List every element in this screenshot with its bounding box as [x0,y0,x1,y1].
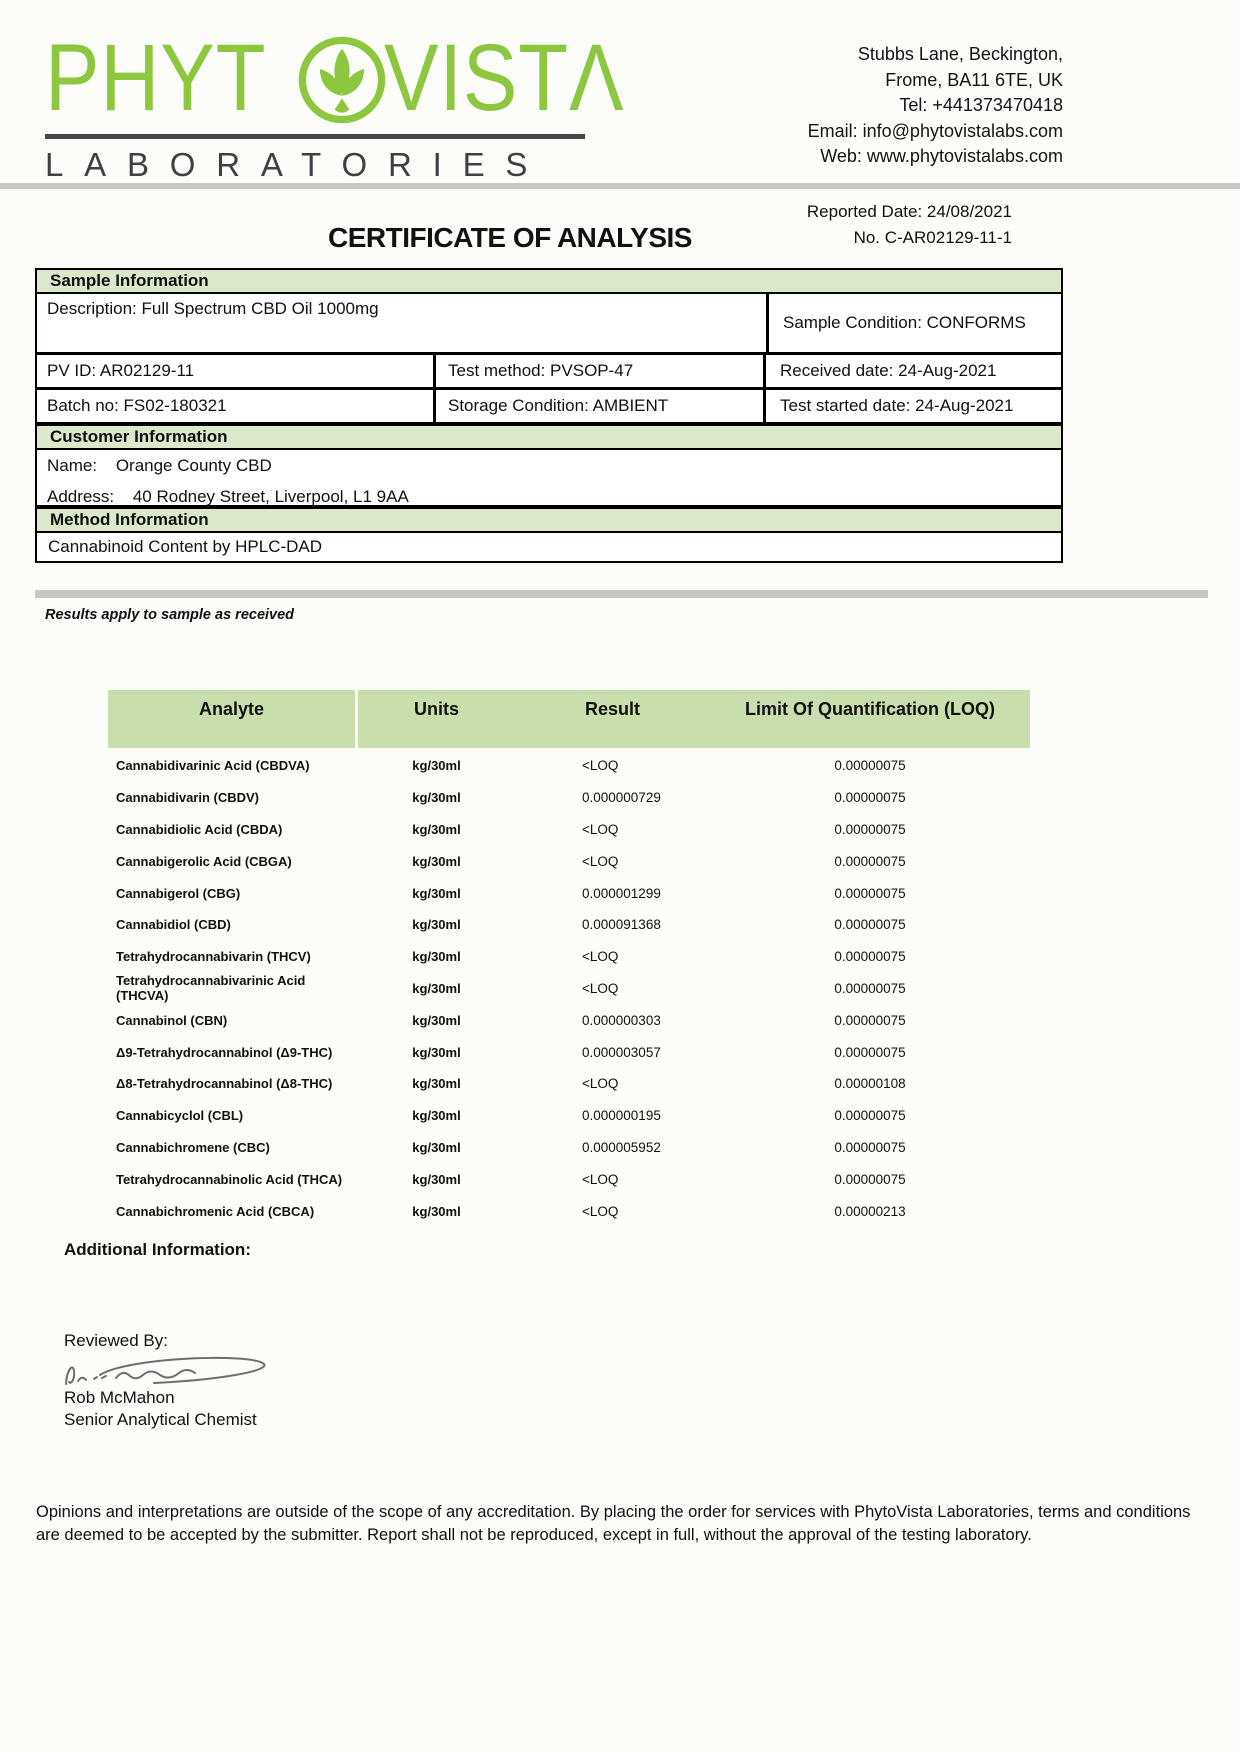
results-note: Results apply to sample as received [45,607,295,623]
contact-address-line1: Stubbs Lane, Beckington, [857,44,1063,64]
loq-value: 0.00000108 [834,1076,906,1092]
loq-value: 0.00000075 [834,1044,906,1060]
results-table [108,690,1030,1227]
table-row [108,1100,1030,1132]
customer-name-value: Orange County CBD [115,456,272,475]
brand-text-right: VISTΛ [384,25,625,131]
customer-name-label: Name: [47,456,98,475]
brand-subtitle: LABORATORIES [45,146,549,183]
storage-condition: Storage Condition: AMBIENT [436,390,766,422]
column-header-analyte: Analyte [108,690,358,748]
method-information-header: Method Information [37,508,1061,533]
result-value: <LOQ [582,1171,619,1187]
loq-value: 0.00000075 [834,821,906,837]
brand-wordmark [45,25,625,131]
column-header-result: Result [584,699,640,719]
units-value: kg/30ml [412,980,461,996]
units-value: kg/30ml [412,949,461,965]
result-value: 0.000005952 [582,1139,661,1155]
method-name: Cannabinoid Content by HPLC-DAD [48,537,323,556]
units-value: kg/30ml [412,790,461,806]
loq-value: 0.00000075 [834,790,906,806]
analyte-name: Cannabichromene (CBC) [116,1139,270,1155]
table-row [108,973,1030,1005]
analyte-name: Δ9-Tetrahydrocannabinol (Δ9-THC) [116,1044,333,1060]
loq-value: 0.00000075 [834,917,906,933]
analyte-name: Tetrahydrocannabivarin (THCV) [116,949,311,965]
units-value: kg/30ml [412,1044,461,1060]
reviewer-name: Rob McMahon [64,1388,175,1407]
units-value: kg/30ml [412,853,461,869]
loq-value: 0.00000075 [834,1171,906,1187]
result-value: 0.000001299 [582,885,661,901]
table-row [108,814,1030,846]
sample-description-row [37,294,1061,355]
result-value: 0.000003057 [582,1044,661,1060]
analyte-name: Δ8-Tetrahydrocannabinol (Δ8-THC) [116,1076,333,1092]
analyte-name: Cannabidiolic Acid (CBDA) [116,821,283,837]
analyte-name: Cannabigerol (CBG) [116,885,241,901]
footer-disclaimer: Opinions and interpretations are outside of the scope of any accreditation. By placing the order for services with PhytoVista Laboratories, terms and conditions are deemed to be accepted by the submitter. Report shall not be reproduced, except in full, without the approval of the testing laboratory. [36,1503,1191,1544]
loq-value: 0.00000075 [834,980,906,996]
customer-name-line [47,456,1051,476]
analyte-name: Cannabichromenic Acid (CBCA) [116,1203,315,1219]
customer-details [37,450,1061,508]
table-row [108,782,1030,814]
analyte-name: Cannabigerolic Acid (CBGA) [116,853,292,869]
customer-information-header: Customer Information [37,425,1061,450]
table-row [108,750,1030,782]
test-started-date: Test started date: 24-Aug-2021 [780,396,1014,415]
table-row [108,877,1030,909]
result-value: <LOQ [582,1076,619,1092]
results-divider-rule [35,590,1208,598]
units-value: kg/30ml [412,758,461,774]
units-value: kg/30ml [412,917,461,933]
received-date: Received date: 24-Aug-2021 [780,361,997,380]
loq-value: 0.00000213 [834,1203,906,1219]
contact-address-line2: Frome, BA11 6TE, UK [885,69,1063,90]
additional-information-label: Additional Information: [64,1240,251,1259]
result-value: <LOQ [582,949,619,965]
result-value: <LOQ [582,1203,619,1219]
table-row [108,1068,1030,1100]
loq-value: 0.00000075 [834,949,906,965]
table-row [108,1132,1030,1164]
loq-value: 0.00000075 [834,1108,906,1124]
analyte-name: Tetrahydrocannabivarinic Acid (THCVA) [116,973,306,1004]
analyte-name: Cannabidivarin (CBDV) [116,790,260,806]
contact-web: Web: www.phytovistalabs.com [820,146,1063,166]
reviewer-title: Senior Analytical Chemist [64,1410,257,1429]
table-row [108,1163,1030,1195]
units-value: kg/30ml [412,1139,461,1155]
result-value: 0.000091368 [582,917,661,933]
reviewed-by-label: Reviewed By: [64,1331,168,1350]
results-table-body [108,750,1030,1227]
report-number: No. C-AR02129-11-1 [853,228,1012,247]
leaf-logo-icon [296,34,388,126]
lab-contact-block [808,42,1063,170]
sample-description: Description: Full Spectrum CBD Oil 1000mg [37,294,769,352]
analyte-name: Cannabidivarinic Acid (CBDVA) [116,758,310,774]
analyte-name: Cannabicyclol (CBL) [116,1108,244,1124]
table-row [108,941,1030,973]
units-value: kg/30ml [412,885,461,901]
batch-no: Batch no: FS02-180321 [37,390,436,422]
result-value: 0.000000729 [582,790,661,806]
result-value: 0.000000303 [582,1012,661,1028]
results-table-header [108,690,1030,748]
table-row [108,1195,1030,1227]
sample-batch-row [37,390,1061,425]
result-value: <LOQ [582,853,619,869]
contact-phone: Tel: +441373470418 [899,95,1063,115]
units-value: kg/30ml [412,821,461,837]
result-value: <LOQ [582,758,619,774]
table-row [108,1004,1030,1036]
customer-address-line [47,487,1051,507]
result-value: 0.000000195 [582,1108,661,1124]
analyte-name: Cannabinol (CBN) [116,1012,228,1028]
page-title: CERTIFICATE OF ANALYSIS [328,222,692,253]
loq-value: 0.00000075 [834,853,906,869]
column-header-loq: Limit Of Quantification (LOQ) [745,699,995,719]
header-divider-rule [0,183,1240,189]
table-row [108,909,1030,941]
phytovista-logo [45,25,625,184]
result-value: <LOQ [582,980,619,996]
reported-date: Reported Date: 24/08/2021 [806,202,1012,221]
sample-ids-row [37,355,1061,390]
loq-value: 0.00000075 [834,758,906,774]
test-method: Test method: PVSOP-47 [436,355,766,387]
loq-value: 0.00000075 [834,1139,906,1155]
units-value: kg/30ml [412,1012,461,1028]
brand-text-left: PHYT [45,25,267,131]
contact-email: Email: info@phytovistalabs.com [807,120,1063,141]
units-value: kg/30ml [412,1108,461,1124]
loq-value: 0.00000075 [834,1012,906,1028]
analyte-name: Cannabidiol (CBD) [116,917,231,933]
customer-address-value: 40 Rodney Street, Liverpool, L1 9AA [132,487,409,506]
units-value: kg/30ml [412,1171,461,1187]
loq-value: 0.00000075 [834,885,906,901]
sample-condition: Sample Condition: CONFORMS [783,313,1026,332]
analyte-name: Tetrahydrocannabinolic Acid (THCA) [116,1171,343,1187]
units-value: kg/30ml [412,1076,461,1092]
table-row [108,845,1030,877]
customer-address-label: Address: [47,487,115,506]
result-value: <LOQ [582,821,619,837]
brand-divider [45,134,585,139]
column-header-units: Units [414,699,459,719]
table-row [108,1036,1030,1068]
info-table [35,268,1063,563]
pv-id: PV ID: AR02129-11 [37,355,436,387]
sample-information-header: Sample Information [37,270,1061,294]
units-value: kg/30ml [412,1203,461,1219]
